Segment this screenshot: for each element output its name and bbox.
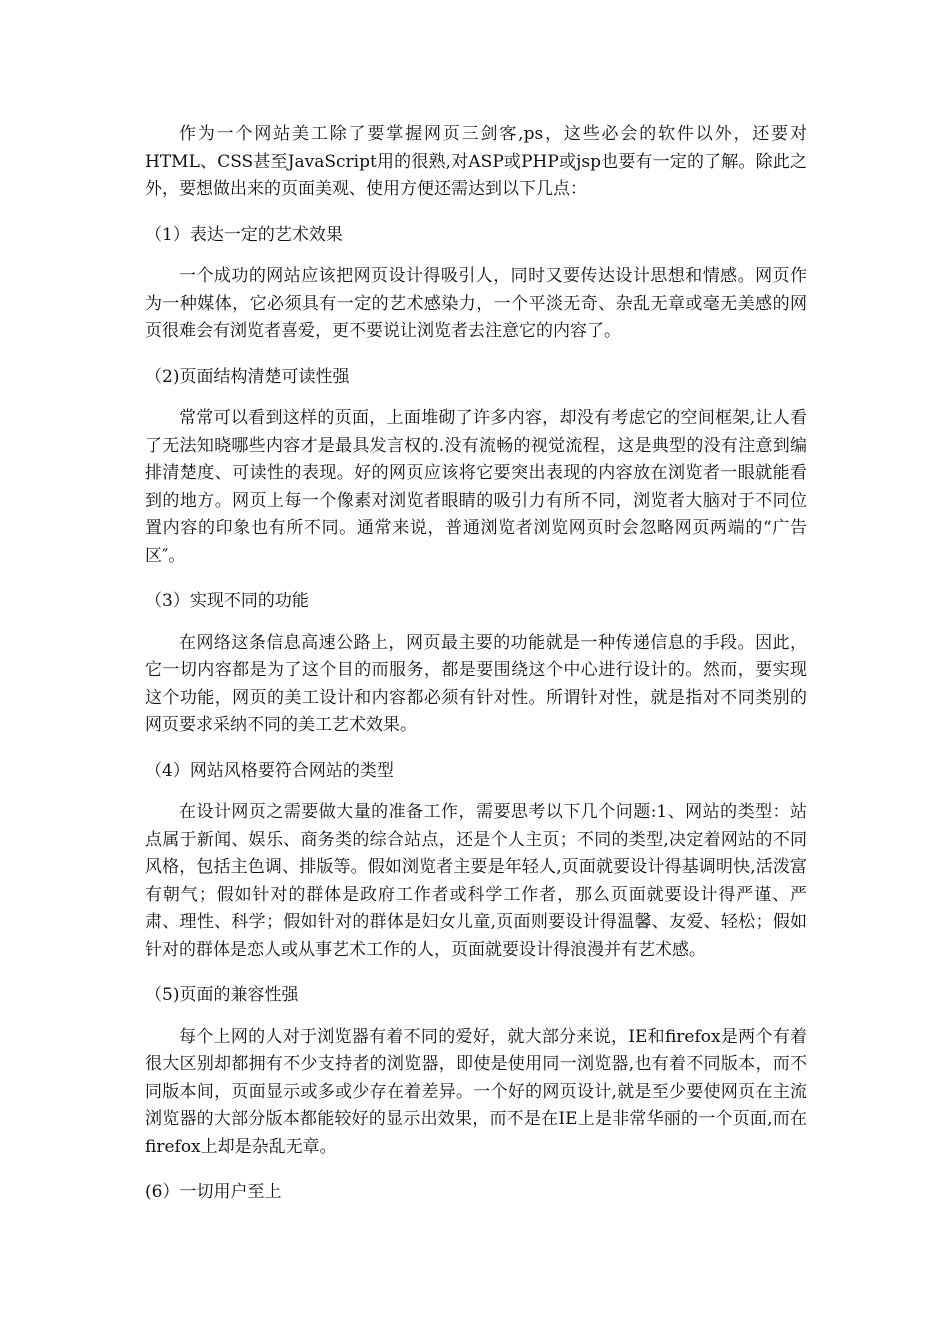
section-6-heading: (6）一切用户至上 xyxy=(145,1182,282,1202)
section-2-body: 常常可以看到这样的页面，上面堆砌了许多内容，却没有考虑它的空间框架,让人看了无法知晓哪些内容才是最具发言权的.没有流畅的视觉流程，这是典型的没有注意到编排清楚度、可读性的表现。好的网页应该将它要突出表现的内容放在浏览者一眼就能看到的地方。网页上每一个像素对浏览者眼睛的吸引力有所不同，浏览者大脑对于不同位置内容的印象也有所不同。通常来说，普通浏览者浏览网页时会忽略网页两端的“广告区″。 xyxy=(145,408,807,566)
section-5-heading: （5)页面的兼容性强 xyxy=(145,985,299,1005)
section-3-body: 在网络这条信息高速公路上，网页最主要的功能就是一种传递信息的手段。因此，它一切内容都是为了这个目的而服务，都是要围绕这个中心进行设计的。然而，要实现这个功能，网页的美工设计和内容都必须有针对性。所谓针对性，就是指对不同类别的网页要求采纳不同的美工艺术效果。 xyxy=(145,632,807,735)
intro-paragraph: 作为一个网站美工除了要掌握网页三剑客,ps，这些必会的软件以外，还要对HTML、CSS甚至JavaScript用的很熟,对ASP或PHP或jsp也要有一定的了解。除此之外，要想做出来的页面美观、使用方便还需达到以下几点： xyxy=(145,124,807,199)
section-1-heading: （1）表达一定的艺术效果 xyxy=(145,224,343,245)
section-4-body: 在设计网页之需要做大量的准备工作，需要思考以下几个问题:1、网站的类型：站点属于新闻、娱乐、商务类的综合站点，还是个人主页；不同的类型,决定着网站的不同风格，包括主色调、排版等。假如浏览者主要是年轻人,页面就要设计得基调明快,活泼富有朝气；假如针对的群体是政府工作者或科学工作者，那么页面就要设计得严谨、严肃、理性、科学；假如针对的群体是妇女儿童,页面则要设计得温馨、友爱、轻松；假如针对的群体是恋人或从事艺术工作的人，页面就要设计得浪漫并有艺术感。 xyxy=(145,802,807,960)
section-1-body: 一个成功的网站应该把网页设计得吸引人，同时又要传达设计思想和情感。网页作为一种媒体，它必须具有一定的艺术感染力，一个平淡无奇、杂乱无章或毫无美感的网页很难会有浏览者喜爱，更不要说让浏览者去注意它的内容了。 xyxy=(145,266,807,341)
document-page xyxy=(145,121,807,1221)
section-3-heading: （3）实现不同的功能 xyxy=(145,591,309,611)
section-2-heading: （2)页面结构清楚可读性强 xyxy=(145,366,350,387)
section-5-body: 每个上网的人对于浏览器有着不同的爱好，就大部分来说，IE和firefox是两个有着很大区别却都拥有不少支持者的浏览器，即使是使用同一浏览器,也有着不同版本，而不同版本间，页面显示或多或少存在着差异。一个好的网页设计,就是至少要使网页在主流浏览器的大部分版本都能较好的显示出效果，而不是在IE上是非常华丽的一个页面,而在firefox上却是杂乱无章。 xyxy=(145,1026,807,1157)
section-4-heading: （4）网站风格要符合网站的类型 xyxy=(145,760,394,781)
